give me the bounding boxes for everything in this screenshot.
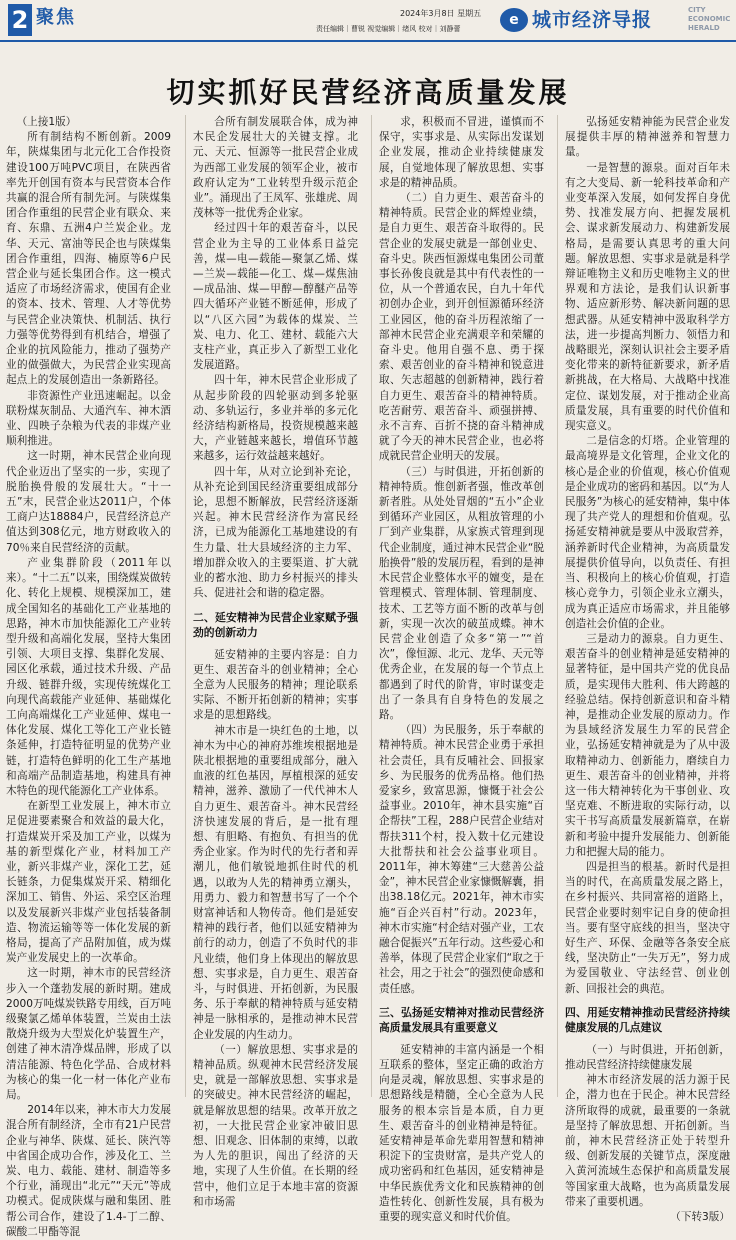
- masthead: [0, 0, 736, 42]
- paper-name-english: CITY ECONOMIC HERALD: [688, 6, 731, 32]
- column-divider: [185, 115, 186, 1097]
- article-paragraph: （一）与时俱进，开拓创新，推动民营经济持续健康发展: [565, 1043, 730, 1071]
- newspaper-logo-icon: e: [500, 8, 528, 32]
- article-paragraph: 四十年，神木民营企业形成了从起步阶段的四轮驱动到多轮驱动、多轨运行，多业并举的多元化经济结构新格局，投资规模越来越大，产业链越来越长，增值环节越来越多，运行效益越来越好。: [193, 374, 358, 463]
- article-paragraph: 四十年，从对立论到补充论，从补充论到国民经济重要组成部分论，思想不断解放，民营经济逐渐兴起。神木民营经济作为富民经济，已成为能源化工基地建设的有生力量、壮大县域经济的主力军、增加群众收入的主要渠道、扩大就业的蓄水池、助力乡村振兴的排头兵、促进社会和谐的稳定器。: [193, 465, 358, 600]
- article-paragraph: 神木市是一块红色的土地，以神木为中心的神府苏维埃根据地是陕北根据地的重要组成部分，融入血液的红色基因，厚植根深的延安精神，滋养、激励了一代代神木人自力更生、艰苦奋斗。神木民营经济快速发展的背后，是一批有理想、有胆略、有抱负、有担当的优秀企业家。作为时代的先行者和弄潮儿，他们敏锐地抓住时代的机遇，以敢为人先的精神勇立潮头，用勇力、毅力和智慧书写了一个个财富神话和人物传奇。他们是延安精神的践行者，他们以延安精神为前行的动力，创造了不负时代的非凡业绩，他们身上体现出的解放思想、实事求是，自力更生、艰苦奋斗，与时俱进、开拓创新，为民服务、乐于奉献的精神特质与延安精神是一脉相承的，是推动神木民营企业发展的内生动力。: [193, 724, 358, 1041]
- article-paragraph: 延安精神的丰富内涵是一个相互联系的整体，坚定正确的政治方向是灵魂，解放思想、实事求是的思想路线是精髓，全心全意为人民服务的根本宗旨是本质，自力更生、艰苦奋斗的创业精神是特征。延安精神是革命先辈用智慧和精神积淀下的宝贵财富，是共产党人的成功密码和红色基因，延安精神是中华民族优秀文化和民族精神的创造性转化、创新性发展，具有极为重要的现实意义和时代价值。: [379, 1043, 544, 1224]
- article-title: 切实抓好民营经济高质量发展: [166, 75, 570, 109]
- article-paragraph: （二）自力更生、艰苦奋斗的精神特质。民营企业的辉煌业绩，是自力更生、艰苦奋斗取得的。民营企业的发展史就是一部创业史、奋斗史。陕西恒源煤电集团公司董事长孙俊良就是其中有代表性的一位，从一个普通农民，白九十年代初创办企业，到开创恒源循环经济工业园区，他的奋斗历程浓缩了一部神木民营企业充满艰辛和荣耀的奋斗史。他用自强不息、勇于探索、艰苦创业的奋斗精神和锐意进取、矢志超越的创新精神，践行着自力更生、艰苦奋斗的精神特质。吃苦耐劳、艰苦奋斗、顽强拼搏、永不言弃、百折不挠的奋斗精神成就了今天的神木民营企业，也必将成就民营企业明天的发展。: [379, 192, 544, 463]
- paper-name: 城市经济导报: [532, 9, 653, 31]
- page-number: 2: [8, 4, 32, 36]
- column-divider: [371, 115, 372, 1097]
- article-paragraph: 经过四十年的艰苦奋斗，以民营企业为主导的工业体系日益完善，煤—电—载能—聚氯乙烯、煤—兰炭—载能—化工、煤—煤焦油—成品油、煤—甲醇—醇醚产品等四大循环产业链不断延伸，形成了以“八区六园”为载体的煤炭、兰炭、电力、化工、建材、载能六大支柱产业，真正步入了新型工业化发展道路。: [193, 222, 358, 372]
- section-heading-2: 二、延安精神为民营企业家赋予强劲的创新动力: [193, 610, 358, 639]
- article-column-1: [6, 115, 171, 1238]
- section-heading-4: 四、用延安精神推动民营经济持续健康发展的几点建议: [565, 1005, 730, 1034]
- article-paragraph: 合所有制发展联合体，成为神木民企发展壮大的关键支撑。北元、天元、恒源等一批民营企业成为西部工业发展的领军企业，被市政府认定为“工业转型升级示范企业”。涌现出了王凤军、张雄虎、周茂林等一批优秀企业家。: [193, 116, 358, 220]
- article-paragraph: 非资源性产业迅速崛起。以金联粉煤灰制品、大通汽车、神木酒业、四映子杂粮为代表的非煤产业顺利推进。: [6, 389, 171, 448]
- editor-credits: 责任编辑｜曹锐 视觉编辑｜绪风 校对｜刘静蕾: [316, 25, 461, 33]
- article-paragraph: 这一时期，神木市的民营经济步入一个蓬勃发展的新时期。建成2000万吨煤炭铁路专用线，百万吨级聚氯乙烯单体装置，兰炭由土法散烧升级为大型炭化炉装置生产，创建了神木清净煤品牌，形成了以清洁能源、特色化学品、合成材料为核心的集一化一材一体化产业布局。: [6, 967, 171, 1101]
- article-paragraph: 延安精神的主要内容是：自力更生、艰苦奋斗的创业精神；全心全意为人民服务的精神；理论联系实际、不断开拓创新的精神；实事求是的思想路线。: [193, 648, 358, 722]
- article-paragraph: 三是动力的源泉。自力更生、艰苦奋斗的创业精神是延安精神的显著特征，是中国共产党的优良品质，是实现伟大胜利、伟大跨越的经验总结。保持创新意识和奋斗精神，是推动企业发展的原动力。作为县域经济发展生力军的民营企业，弘扬延安精神就是为了从中汲取精神动力、创新能力，磨续自力更生、艰苦奋斗的创业精神，并将这一伟大精神转化为干事创业、攻坚克难、不断进取的实际行动，以实干书写高质量发展新篇章，在崭新和考验中提升发展能力、创新能力和把握大局的能力。: [565, 632, 730, 858]
- article-paragraph: 所有制结构不断创新。2009年，陕煤集团与北元化工合作投资建设100万吨PVC项目，在陕西省率先开创国有资本与民营资本合作共赢的混合所有制先河。与陕煤集团合作重组的民营企业有联众、来育、东鼎、五洲4户兰炭企业。龙华、天元、富油等民企也与陕煤集团合作重组，四海、楠原等6户民营企业与延长集团合作。这一模式适应了市场经济需求，使国有企业的资本、技术、管理、人才等优势与民营企业决策快、机制活、执行力强等优势得到有机结合，增强了企业的抗风险能力，推动了强势产业的做强做大，为民营企业实现高起点上的发展创造出一条新路径。: [6, 131, 171, 387]
- section-heading-3: 三、弘扬延安精神对推动民营经济高质量发展具有重要意义: [379, 1005, 544, 1034]
- article-paragraph: 产业集群阶段（2011年以来）。“十二五”以来，围绕煤炭做转化、转化上规模、规模深加工，建成全国知名的基础化工产业基地的思路，神木市加快能源化工产业转型升级和高端化发展，坚持大集团引领、大项目支撑、集群化发展、园区化承载，通过技术升级、产品升级、链群升级，实现传统煤化工向现代高载能产业延伸、基础煤化工向高端煤化工产业延伸、煤电一体化发展、煤化工等化工产业长链条延伸，打造特征明显的优势产业链，打造特色鲜明的化工生产基地和高端产品制造基地，构建具有神木特色的现代能源化工产业体系。: [6, 556, 171, 797]
- article-paragraph: （三）与时俱进，开拓创新的精神特质。惟创新者强，惟改革创新者胜。从处处冒烟的“五小”企业到循环产业园区，从粗放管理的小厂到产业集群，从家族式管理到现代企业制度，通过神木民营企业“脱胎换骨”般的发展历程，看到的是神木民营企业整体水平的嬗变，是在管理模式、管理体制、管理制度、技术、工艺等方面不断的改革与创新，实现一次次的破茧成蝶。神木民营企业创造了众多“第一”“首次”，像恒源、北元、龙华、天元等优秀企业，在发展的每一个节点上都遇到了时代的阶背，审时谋变走出了一条具有自身特色的发展之路。: [379, 465, 544, 721]
- issue-date: 2024年3月8日 星期五: [400, 9, 482, 18]
- article-paragraph: 二是信念的灯塔。企业管理的最高境界是文化管理，企业文化的核心是企业的价值观，核心价值观是企业成功的密码和基因。以“为人民服务”为核心的延安精神，集中体现了共产党人的理想和价值观。弘扬延安精神就是要从中汲取营养，涵养新时代企业精神，为高质量发展提供价值导向，以负责任、有担当、积极向上的核心价值观，打造核心竞争力，引领企业永立潮头，成为真正适应市场需求，并且能够创造社会价值的企业。: [565, 435, 730, 630]
- article-paragraph: （一）解放思想、实事求是的精神品质。纵观神木民营经济发展史，就是一部解放思想、实事求是的突破史。神木民营经济的崛起，就是解放思想的结果。改革开放之初，一大批民营企业家冲破旧思想、旧观念、旧体制的束缚，以敢为人先的胆识，闯出了经济的天地，实现了人生价值。在长期的经营中，他们立足于本地丰富的资源和市场需: [193, 1043, 358, 1208]
- column-divider: [557, 115, 558, 1097]
- article-column-3: [379, 115, 544, 1224]
- continued-to-note: （下转3版）: [670, 1211, 730, 1224]
- article-paragraph: 一是智慧的源泉。面对百年未有之大变局、新一轮科技革命和产业变革深入发展，如何发挥自身优势、找准发展方向、把握发展机会、谋求新发展动力、构建新发展格局，是需要认真思考的重大问题。解放思想、实事求是就是科学辩证唯物主义和历史唯物主义的世界观和方法论，是我们认识新事物、适应新形势、解决新问题的思想武器。从延安精神中汲取科学方法，进一步提高判断力、领悟力和战略眼光，深刻认识社会主要矛盾变化带来的新特征新要求，新矛盾新挑战，在大格局、大战略中找准定位、谋划发展，对于推动企业高质量发展，具有重要的时代价值和现实意义。: [565, 161, 730, 433]
- article-column-2: [193, 115, 358, 1208]
- article-paragraph: 求，积极而不冒进，谨慎而不保守，实事求是、从实际出发谋划企业发展，推动企业持续健康发展，自觉地体现了解放思想、实事求是的精神品质。: [379, 116, 544, 189]
- article-paragraph: 2014年以来，神木市大力发展混合所有制经济，全市有21户民营企业与神华、陕煤、延长、陕汽等中省国企成功合作，涉及化工、兰炭、电力、载能、建材、制造等多个行业，涌现出“北元”“天元”等成功模式。促成陕煤与融和集团、胜帮公司合作，建设了1.4-丁二醇、碳酸二甲酯等混: [6, 1104, 171, 1238]
- article-paragraph: 在新型工业发展上，神木市立足促进要素聚合和效益的最大化，打造煤炭开采及加工产业，以煤为基的新型煤化产业，材料加工产业，新兴非煤产业，深化工艺，延长链条，力促集煤炭开采、精细化深加工、销售、外运、采空区治理以及发展新兴非煤产业包括装备制造、物流运输等等一体化发展的新格局，提高了产品附加值，成为煤炭产业发展史上的一次革命。: [6, 800, 171, 965]
- continued-from-note: （上接1版）: [16, 116, 77, 128]
- section-name: 聚焦: [36, 7, 76, 28]
- article-paragraph: 神木市经济发展的活力源于民企，潜力也在于民企。神木民营经济所取得的成就，最重要的一条就是坚持了解放思想、开拓创新。当前，神木民营经济正处于转型升级、创新发展的关键节点，深度融入黄河流域生态保护和高质量发展等国家重大战略，也为高质量发展带来了重要机遇。: [565, 1074, 730, 1208]
- article-paragraph: 四是担当的根基。新时代是担当的时代，在高质量发展之路上，在乡村振兴、共同富裕的道路上，民营企业要时刻牢记自身的使命担当。要有坚守底线的担当，坚决守好生产、环保、金融等各条安全底线，坚决防止“一失万无”，努力成为爱国敬业、守法经营、创业创新、回报社会的典范。: [565, 860, 730, 995]
- header-rule: [0, 40, 736, 42]
- article-column-4: [565, 115, 730, 1224]
- newspaper-logo: [500, 6, 668, 34]
- article-paragraph: 弘扬延安精神能为民营企业发展提供丰厚的精神滋养和智慧力量。: [565, 116, 730, 159]
- article-paragraph: （四）为民服务，乐于奉献的精神特质。神木民营企业勇于承担社会责任，具有反哺社会、回报家乡、为民服务的优秀品格。他们热爱家乡，致富思源，慷慨于社会公益事业。2010年，神木县实施“百企帮扶”工程，288户民营企业结对帮扶311个村，投入数十亿元建设大批帮扶和社会公益事业项目。2011年，神木筹建“三大慈善公益金”，神木民营企业家慷慨解囊，捐出38.18亿元。2021年，神木市实施“百企兴百村”行动。2023年，神木市实施“村企结对强产业，工农融合促振兴”五年行动。这些爱心和善举，体现了民营企业家们“取之于社会，用之于社会”的强烈使命感和责任感。: [379, 724, 544, 995]
- article-paragraph: 这一时期，神木民营企业向现代企业迈出了坚实的一步，实现了脱胎换骨般的发展壮大。“十一五”末，民营企业达2011户，个体工商户达18884户，民营经济总产值达到308亿元，地方财政收入的70％来自民营经济的贡献。: [6, 450, 171, 554]
